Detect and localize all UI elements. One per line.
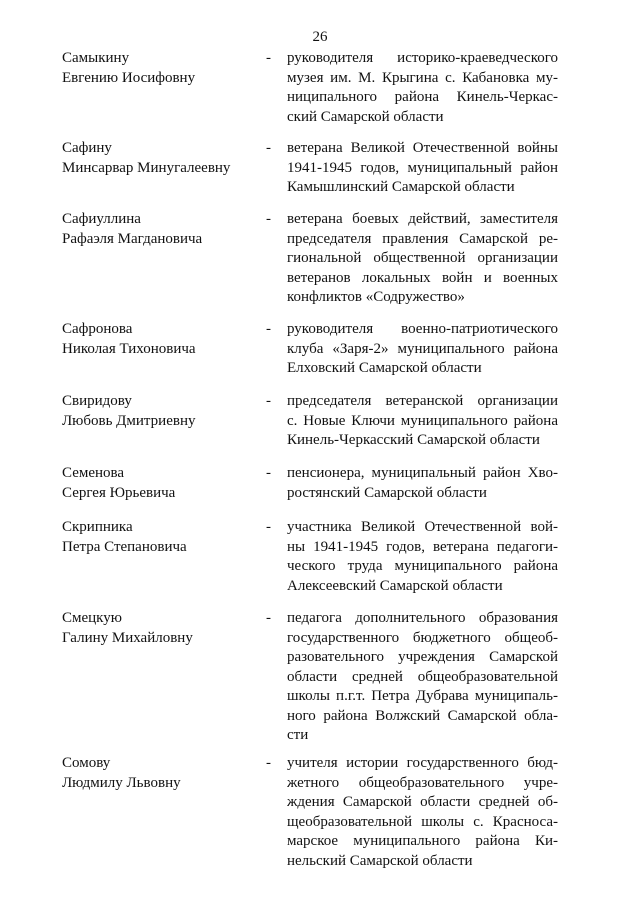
description-line: ветерана боевых действий, заместителя xyxy=(287,211,558,227)
description-line: марское муниципального района Ки- xyxy=(287,833,558,849)
given-names: Рафаэля Магдановича xyxy=(62,230,203,247)
description-line: руководителя военно-патриотического xyxy=(287,321,558,337)
given-names: Сергея Юрьевича xyxy=(62,484,176,501)
description-line: ветерана Великой Отечественной войны xyxy=(287,140,558,156)
description-line: Кинель-Черкасский Самарской области xyxy=(287,432,540,448)
person-name xyxy=(62,320,262,359)
description-line: щеобразовательной школы с. Красноса- xyxy=(287,813,558,830)
description-line: пенсионера, муниципальный район Хво- xyxy=(287,465,558,481)
surname: Сафину xyxy=(62,140,112,156)
description-line: Елховский Самарской области xyxy=(287,360,482,376)
description-line: клуба «Заря-2» муниципального района xyxy=(287,340,558,357)
description-line: разовательного учреждения Самарской xyxy=(287,649,558,665)
description-line: ростянский Самарской области xyxy=(287,484,487,501)
person-description xyxy=(287,49,558,127)
description-line: конфликтов «Содружество» xyxy=(287,289,465,305)
person-description xyxy=(287,754,558,871)
person-description xyxy=(287,609,558,746)
description-line: 1941-1945 годов, муниципальный район xyxy=(287,159,558,176)
description-line: ного района Волжский Самарской обла- xyxy=(287,707,558,724)
description-line: с. Новые Ключи муниципального района xyxy=(287,412,558,429)
description-line: сти xyxy=(287,727,309,743)
page-number: 26 xyxy=(312,29,328,45)
description-line: ветеранов локальных войн и военных xyxy=(287,269,558,286)
given-names: Любовь Дмитриевну xyxy=(62,412,196,429)
dash-separator: - xyxy=(266,140,271,156)
description-line: ский Самарской области xyxy=(287,108,444,125)
description-line: школы п.г.т. Петра Дубрава муниципаль- xyxy=(287,688,558,704)
person-description xyxy=(287,320,558,379)
surname: Самыкину xyxy=(62,50,130,66)
description-line: гиональной общественной организации xyxy=(287,250,558,266)
dash-separator: - xyxy=(266,393,271,409)
person-name xyxy=(62,518,262,557)
dash-separator: - xyxy=(266,321,271,337)
person-description xyxy=(287,518,558,596)
description-line: ниципального района Кинель-Черкас- xyxy=(287,89,558,105)
description-line: учителя истории государственного бюд- xyxy=(287,755,558,771)
person-name xyxy=(62,464,262,503)
given-names: Петра Степановича xyxy=(62,538,187,555)
description-line: области средней общеобразовательной xyxy=(287,668,558,685)
dash-separator: - xyxy=(266,755,271,771)
dash-separator: - xyxy=(266,211,271,227)
description-line: нельский Самарской области xyxy=(287,852,473,869)
description-line: председателя ветеранской организации xyxy=(287,393,558,409)
surname: Свиридову xyxy=(62,393,132,409)
surname: Сафиуллина xyxy=(62,211,141,227)
person-name xyxy=(62,49,262,88)
dash-separator: - xyxy=(266,465,271,481)
given-names: Минсарвар Минугалеевну xyxy=(62,159,231,176)
description-line: ны 1941-1945 годов, ветерана педагоги- xyxy=(287,538,558,555)
person-description xyxy=(287,464,558,503)
person-name xyxy=(62,609,262,648)
description-line: ческого труда муниципального района xyxy=(287,558,558,574)
person-name xyxy=(62,139,262,178)
surname: Скрипника xyxy=(62,519,133,535)
description-line: жетного общеобразовательного учре- xyxy=(287,774,558,791)
surname: Смецкую xyxy=(62,610,122,626)
description-line: руководителя историко-краеведческого xyxy=(287,50,558,66)
description-line: ждения Самарской области средней об- xyxy=(287,794,558,810)
dash-separator: - xyxy=(266,610,271,626)
person-description xyxy=(287,139,558,198)
surname: Сафронова xyxy=(62,321,133,337)
given-names: Евгению Иосифовну xyxy=(62,69,196,86)
description-line: педагога дополнительного образования xyxy=(287,610,558,626)
description-line: Камышлинский Самарской области xyxy=(287,179,515,195)
person-description xyxy=(287,210,558,308)
description-line: председателя правления Самарской ре- xyxy=(287,230,558,247)
dash-separator: - xyxy=(266,519,271,535)
given-names: Галину Михайловну xyxy=(62,629,193,646)
dash-separator: - xyxy=(266,50,271,66)
person-name xyxy=(62,210,262,249)
description-line: музея им. М. Крыгина с. Кабановка му- xyxy=(287,69,558,86)
description-line: участника Великой Отечественной вой- xyxy=(287,519,558,535)
person-name xyxy=(62,392,262,431)
surname: Сомову xyxy=(62,755,111,771)
given-names: Николая Тихоновича xyxy=(62,340,196,357)
description-line: Алексеевский Самарской области xyxy=(287,577,503,594)
surname: Семенова xyxy=(62,465,125,481)
given-names: Людмилу Львовну xyxy=(62,774,181,791)
person-name xyxy=(62,754,262,793)
description-line: государственного бюджетного общеоб- xyxy=(287,629,558,646)
person-description xyxy=(287,392,558,451)
